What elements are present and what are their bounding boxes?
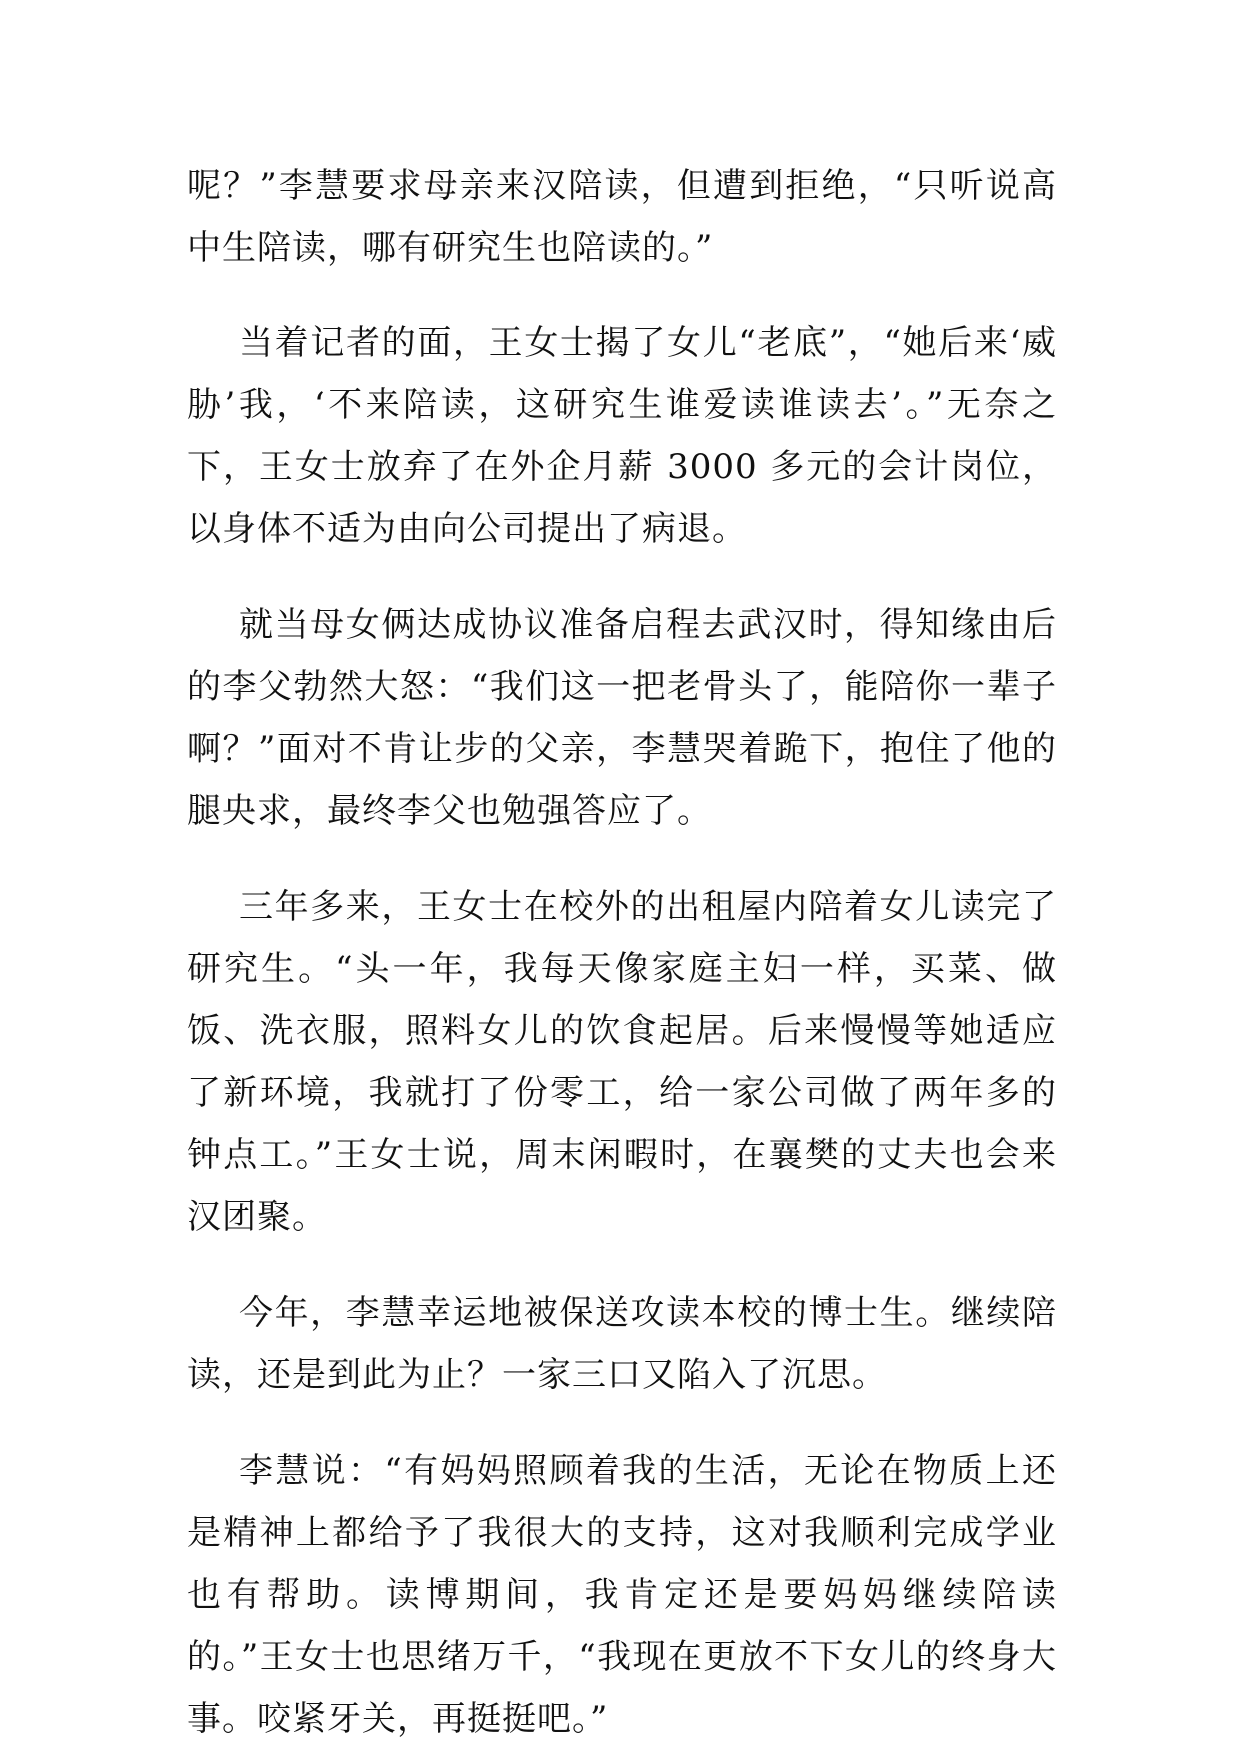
paragraph-4: 三年多来，王女士在校外的出租屋内陪着女儿读完了研究生。“头一年，我每天像家庭主妇一样，买菜、做饭、洗衣服，照料女儿的饮食起居。后来慢慢等她适应了新环境，我就打了份零工，给一家公司做了两年多的钟点工。”王女士说，周末闲暇时，在襄樊的丈夫也会来汉团聚。 — [187, 887, 1057, 1237]
paragraph-1: 呢？”李慧要求母亲来汉陪读，但遭到拒绝，“只听说高中生陪读，哪有研究生也陪读的。” — [187, 166, 1057, 268]
paragraph-2: 当着记者的面，王女士揭了女儿“老底”，“她后来‘威胁’我，‘不来陪读，这研究生谁爱读谁读去’。”无奈之下，王女士放弃了在外企月薪 3000 多元的会计岗位，以身体不适为由向公司提出了病退。 — [187, 323, 1057, 549]
paragraph-5: 今年，李慧幸运地被保送攻读本校的博士生。继续陪读，还是到此为止？一家三口又陷入了沉思。 — [187, 1293, 1057, 1395]
article-body — [187, 155, 1057, 1750]
paragraph-3: 就当母女俩达成协议准备启程去武汉时，得知缘由后的李父勃然大怒：“我们这一把老骨头了，能陪你一辈子啊？”面对不肯让步的父亲，李慧哭着跪下，抱住了他的腿央求，最终李父也勉强答应了。 — [187, 605, 1057, 831]
paragraph-6: 李慧说：“有妈妈照顾着我的生活，无论在物质上还是精神上都给予了我很大的支持，这对我顺利完成学业也有帮助。读博期间，我肯定还是要妈妈继续陪读的。”王女士也思绪万千，“我现在更放不下女儿的终身大事。咬紧牙关，再挺挺吧。” — [187, 1451, 1057, 1739]
